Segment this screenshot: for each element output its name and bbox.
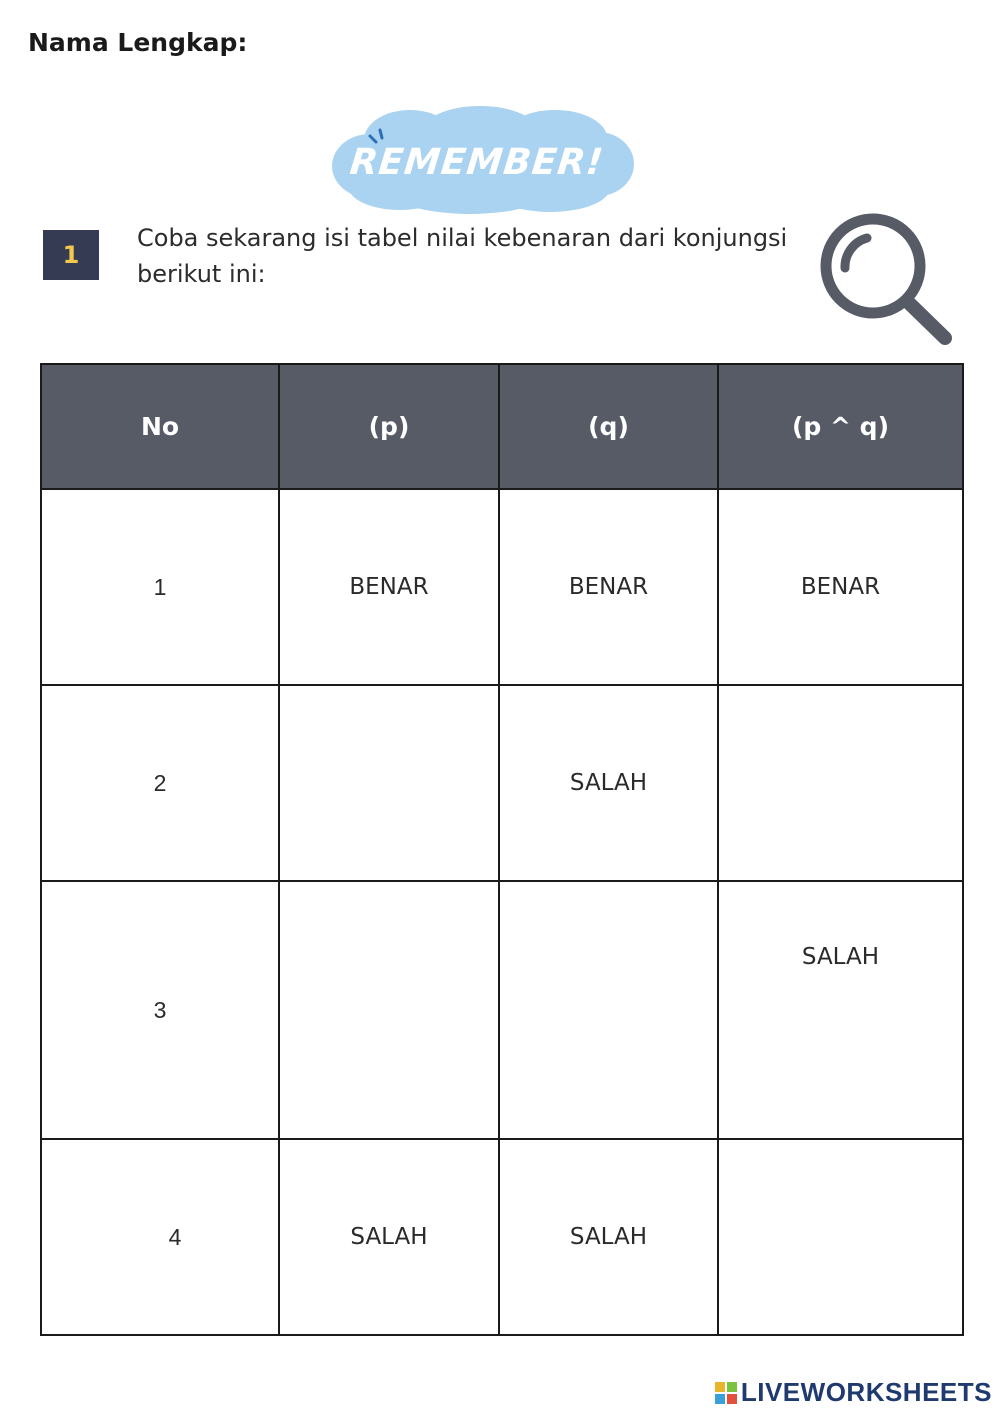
- cell-q[interactable]: [499, 881, 718, 1139]
- cell-p[interactable]: [279, 881, 499, 1139]
- truth-table: [40, 363, 964, 1336]
- remember-banner: [330, 104, 636, 216]
- liveworksheets-logo-icon: [715, 1382, 737, 1404]
- question-text: Coba sekarang isi tabel nilai kebenaran dari konjungsi berikut ini:: [137, 224, 788, 288]
- brand-text: LIVEWORKSHEETS: [740, 1377, 992, 1407]
- cell-no: 2: [41, 685, 279, 881]
- header-q: (q): [499, 364, 718, 489]
- cell-q[interactable]: SALAH: [499, 685, 718, 881]
- table-row: [41, 881, 963, 1139]
- header-p-and-q: (p ^ q): [718, 364, 963, 489]
- cell-p[interactable]: [279, 685, 499, 881]
- liveworksheets-logo: [715, 1377, 992, 1408]
- cell-q[interactable]: BENAR: [499, 489, 718, 685]
- cell-p[interactable]: SALAH: [279, 1139, 499, 1335]
- table-row: [41, 489, 963, 685]
- cell-no: 1: [41, 489, 279, 685]
- question-number-badge: 1: [43, 230, 99, 280]
- cell-p-and-q[interactable]: SALAH: [718, 881, 963, 1139]
- header-p: (p): [279, 364, 499, 489]
- cell-p-and-q[interactable]: BENAR: [718, 489, 963, 685]
- cell-q[interactable]: SALAH: [499, 1139, 718, 1335]
- cell-p-and-q[interactable]: [718, 1139, 963, 1335]
- cell-p[interactable]: BENAR: [279, 489, 499, 685]
- cloud-banner: [330, 104, 636, 216]
- cell-no: 4: [41, 1139, 279, 1335]
- cell-p-and-q[interactable]: [718, 685, 963, 881]
- name-label: Nama Lengkap:: [28, 28, 248, 57]
- table-row: [41, 685, 963, 881]
- table-row: [41, 1139, 963, 1335]
- cell-no: 3: [41, 881, 279, 1139]
- banner-text: REMEMBER!: [347, 141, 606, 183]
- header-no: No: [41, 364, 279, 489]
- table-header-row: [41, 364, 963, 489]
- magnifying-glass-icon: [815, 210, 960, 355]
